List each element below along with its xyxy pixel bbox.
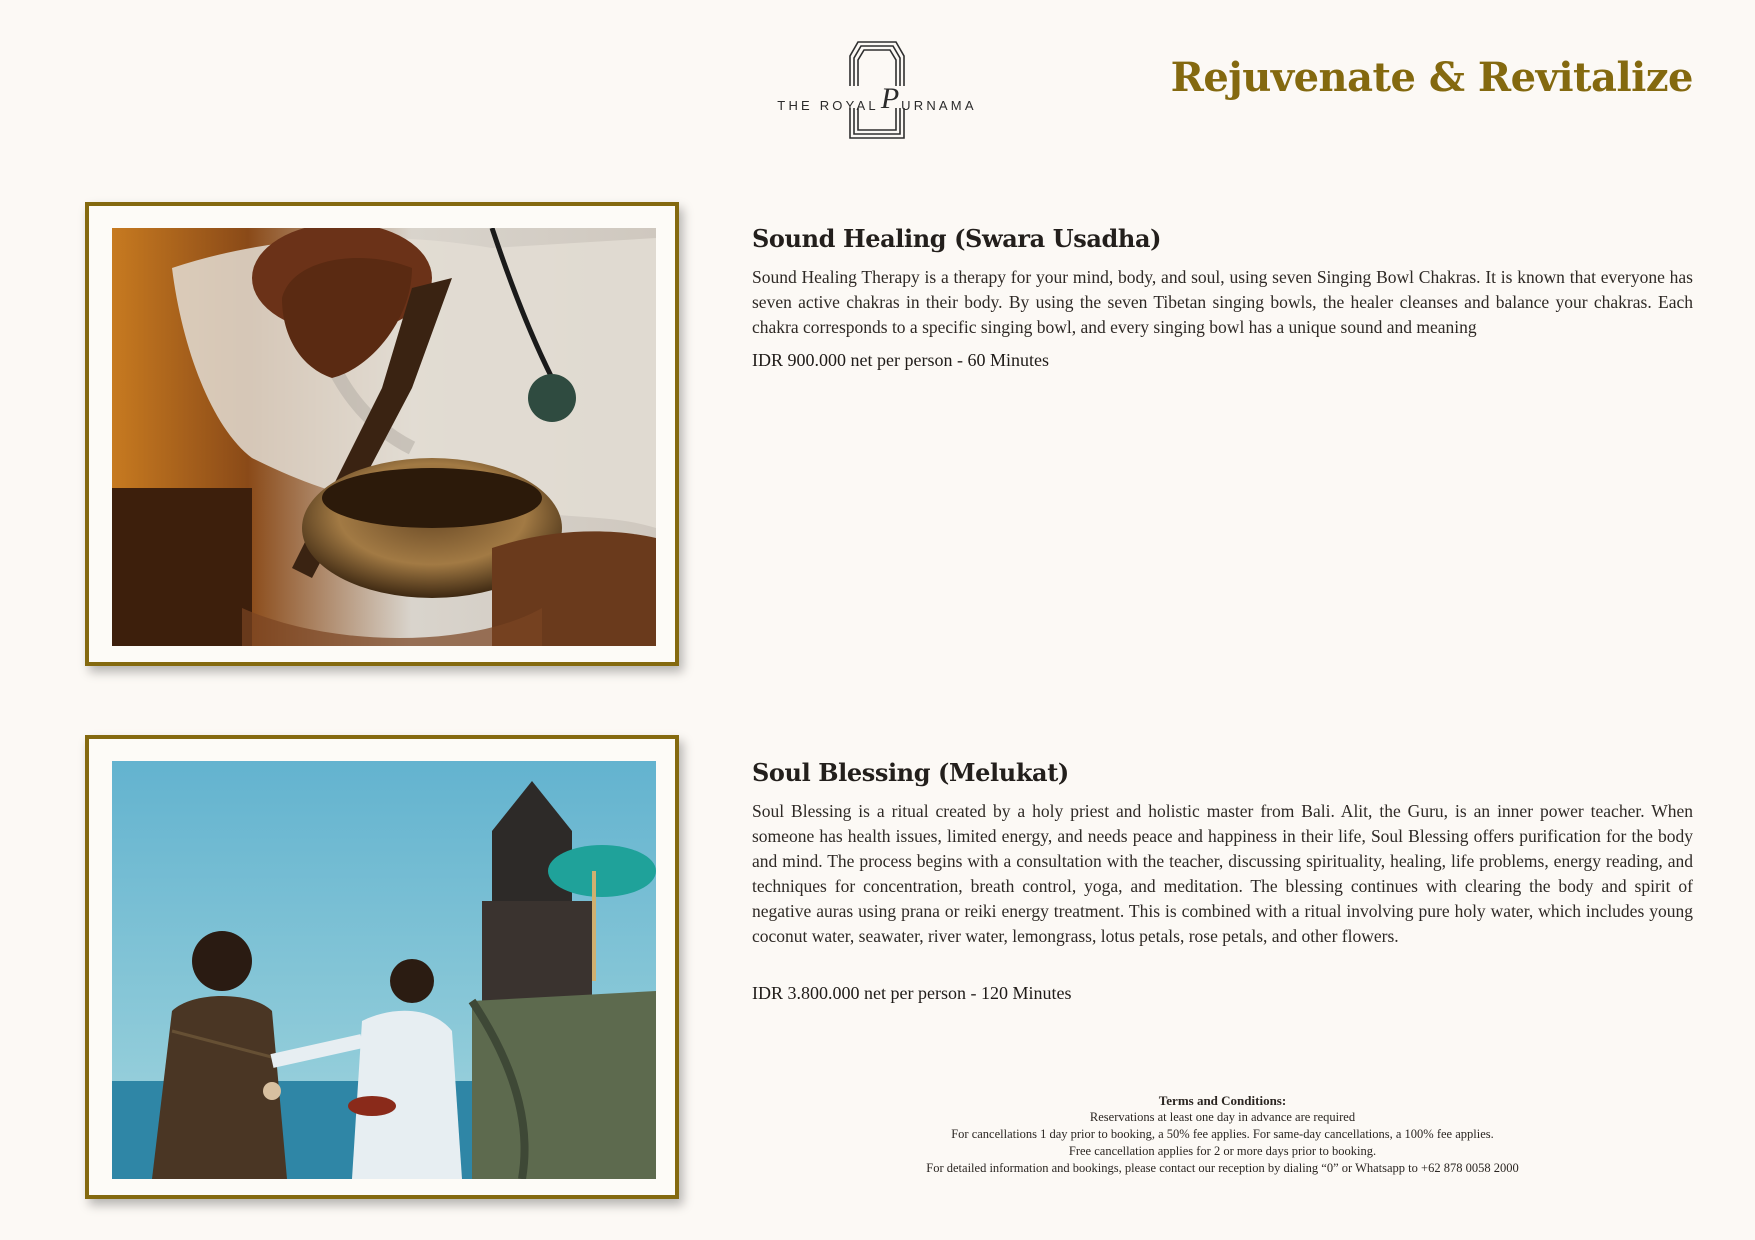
treatment-title: Sound Healing (Swara Usadha) bbox=[752, 224, 1162, 253]
singing-bowl-photo bbox=[112, 228, 656, 646]
brand-name-right: URNAMA bbox=[901, 97, 977, 113]
brand-wordmark bbox=[752, 82, 1002, 122]
treatment-title: Soul Blessing (Melukat) bbox=[752, 758, 1069, 787]
terms-and-conditions bbox=[752, 1092, 1693, 1177]
terms-line: For detailed information and bookings, please contact our reception by dialing “0” or Whatsapp to +62 878 0058 2000 bbox=[926, 1161, 1519, 1175]
terms-line: Reservations at least one day in advance are required bbox=[1089, 1110, 1356, 1124]
treatment-sound-healing bbox=[752, 224, 1693, 371]
treatment-price: IDR 3.800.000 net per person - 120 Minutes bbox=[752, 983, 1072, 1003]
soul-blessing-photo bbox=[112, 761, 656, 1179]
page-headline: Rejuvenate & Revitalize bbox=[1170, 54, 1693, 101]
soul-blessing-photo-frame bbox=[85, 735, 679, 1199]
treatment-description: Sound Healing Therapy is a therapy for your mind, body, and soul, using seven Singing Bowl Chakras. It is known that everyone has seven active chakras in their body. By using the seven Tibetan singing bowls, the healer cleanses and balance your chakras. Each chakra corresponds to a specific singing bowl, and every singing bowl has a unique sound and meaning bbox=[752, 267, 1693, 337]
treatment-soul-blessing bbox=[752, 758, 1693, 1004]
treatment-description: Soul Blessing is a ritual created by a holy priest and holistic master from Bali. Alit, the Guru, is an inner power teacher. When someone has health issues, limited energy, and needs peace and happiness in their life, Soul Blessing offers purification for the body and mind. The process begins with a consultation with the teacher, discussing spirituality, healing, life problems, energy reading, and techniques for concentration, breath control, yoga, and meditation. The blessing continues with clearing the body and spirit of negative auras using prana or reiki energy treatment. This is combined with a ritual involving pure holy water, which includes young coconut water, seawater, river water, lemongrass, lotus petals, rose petals, and other flowers. bbox=[752, 801, 1693, 946]
treatment-price: IDR 900.000 net per person - 60 Minutes bbox=[752, 350, 1049, 370]
sound-healing-photo-frame bbox=[85, 202, 679, 666]
terms-title: Terms and Conditions: bbox=[1158, 1093, 1287, 1108]
brand-name-left: THE ROYAL bbox=[777, 97, 879, 113]
terms-line: Free cancellation applies for 2 or more days prior to booking. bbox=[1068, 1144, 1377, 1158]
brand-monogram: P bbox=[880, 82, 900, 115]
terms-line: For cancellations 1 day prior to booking, a 50% fee applies. For same-day cancellations, a 100% fee applies. bbox=[951, 1127, 1494, 1141]
brand-logo bbox=[752, 34, 1002, 144]
